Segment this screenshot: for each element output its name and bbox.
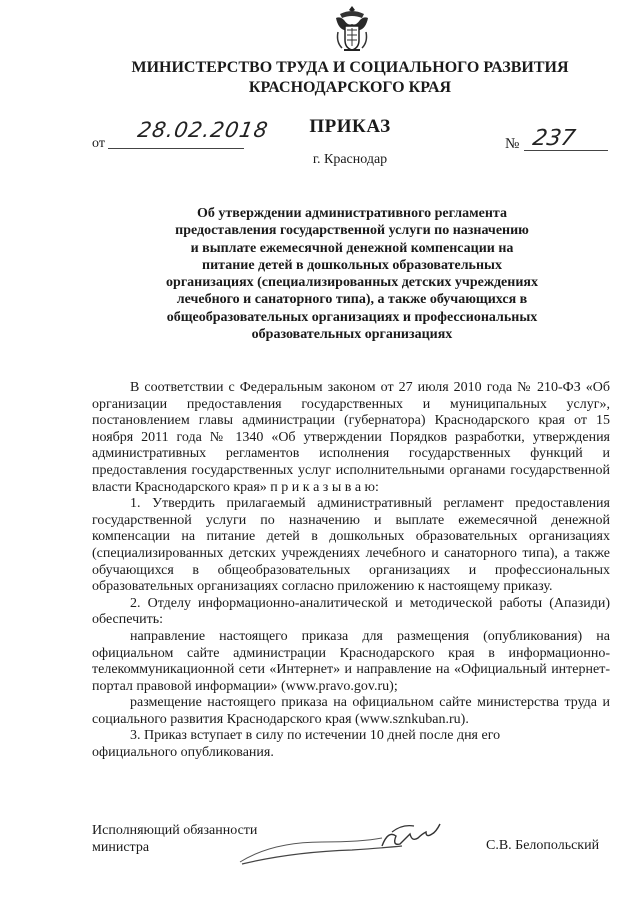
item-3-line1: 3. Приказ вступает в силу по истечении 10 дней после дня его <box>130 728 501 744</box>
title-line: предоставления государственной услуги по назначению <box>175 223 529 239</box>
date-underline <box>108 148 244 149</box>
item-3-paragraph <box>92 728 610 745</box>
position-line2: министра <box>92 840 150 855</box>
handwritten-signature <box>232 812 462 872</box>
title-line: питание детей в дошкольных образовательных <box>202 257 502 273</box>
coat-of-arms-icon <box>332 4 372 54</box>
preamble-paragraph: В соответствии с Федеральным законом от 27 июля 2010 года № 210-ФЗ «Об организации предоставления государственных и муниципальных услуг», постановлением главы администрации (губернатора) Краснодарского края от 15 ноября 2011 года № 1340 «Об утверждении Порядков разработки, утверждения административных регламентов исполнения государственных функций и предоставления государственных услуг исполнительными органами государственной власти Краснодарского края» п р и к а з ы в а ю: <box>92 380 610 495</box>
title-line: образовательных организациях <box>251 327 453 343</box>
title-line: общеобразовательных организациях и профессиональных <box>166 309 538 325</box>
item-1-paragraph: 1. Утвердить прилагаемый административный регламент предоставления государственной услуги по назначению и выплате ежемесячной денежной компенсации на питание детей в дошкольных образовательных организациях (специализированных детских учреждениях лечебного и санаторного типа), а также обучающихся в общеобразовательных организациях и профессиональных образовательных организациях согласно приложению к настоящему приказу. <box>92 496 610 595</box>
ministry-name <box>0 58 640 98</box>
order-number: 237 <box>530 126 578 151</box>
signatory-name: С.В. Белопольский <box>486 838 600 853</box>
title-line: организациях (специализированных детских учреждениях <box>166 275 538 291</box>
item-3-continuation: официального опубликования. <box>92 745 274 761</box>
order-date: 28.02.2018 <box>135 118 271 142</box>
order-title: ПРИКАЗ <box>309 116 391 137</box>
number-prefix: № <box>505 136 520 152</box>
date-prefix: от <box>92 136 105 151</box>
document-title <box>100 205 604 343</box>
item-2b-paragraph: размещение настоящего приказа на официальном сайте министерства труда и социального развития Краснодарского края (www.sznkuban.ru). <box>92 695 610 727</box>
item-2-paragraph: 2. Отделу информационно-аналитической и методической работы (Апазиди) обеспечить: <box>92 595 610 628</box>
city: г. Краснодар <box>312 152 388 167</box>
title-line: и выплате ежемесячной денежной компенсации на <box>190 240 514 256</box>
ministry-line1: МИНИСТЕРСТВО ТРУДА И СОЦИАЛЬНОГО РАЗВИТИЯ <box>131 59 569 76</box>
document-body <box>92 380 610 762</box>
position-line1: Исполняющий обязанности <box>92 823 258 838</box>
title-line: лечебного и санаторного типа), а также обучающихся в <box>176 292 528 308</box>
ministry-line2: КРАСНОДАРСКОГО КРАЯ <box>248 79 452 96</box>
title-line: Об утверждении административного регламента <box>197 206 507 221</box>
item-2a-paragraph: направление настоящего приказа для размещения (опубликования) на официальном сайте администрации Краснодарского края в информационно-телекоммуникационной сети «Интернет» и направление на «Официальный интернет-портал правовой информации» (www.pravo.gov.ru); <box>92 628 610 694</box>
